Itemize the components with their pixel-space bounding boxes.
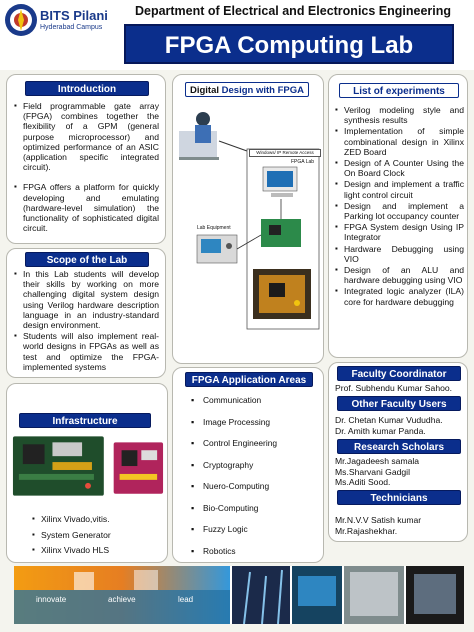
technicians-names	[335, 515, 421, 536]
department-title: Department of Electrical and Electronics Engineering	[134, 4, 452, 18]
list-item: ▪ Communication	[189, 390, 319, 412]
technicians-heading: Technicians	[337, 490, 461, 505]
person-name: Dr. Chetan Kumar Vududha.	[335, 415, 443, 425]
experiments-panel	[328, 74, 468, 358]
faculty-coordinator-names	[335, 383, 452, 394]
digital-design-heading	[185, 82, 309, 97]
list-item: ▪ Verilog modeling style and synthesis results	[334, 105, 464, 125]
poster-header	[0, 0, 474, 70]
list-item: ▪ Xilinx Vivado,vitis.	[31, 512, 161, 527]
bits-logo-icon	[4, 3, 38, 37]
logo-name: BITS Pilani	[40, 8, 108, 23]
footer-collage	[14, 566, 464, 624]
list-item: ▪ Cryptography	[189, 455, 319, 477]
other-faculty-names	[335, 415, 443, 436]
applications-heading: FPGA Application Areas	[185, 372, 313, 387]
footer-word-achieve: achieve	[108, 595, 136, 604]
list-item: ▪ Students will also implement real-world designs in FPGAs as well as test and optimize the FPGA-implemented systems	[13, 331, 159, 372]
list-item: ▪ In this Lab students will develop their skills by working on more challenging digital system design using Verilog hardware description language in an industry-standard design environment.	[13, 269, 159, 330]
fpga-lab-label: FPGA Lab	[291, 159, 315, 165]
person-name: Dr. Amith kumar Panda.	[335, 425, 426, 436]
list-item: ▪ Fuzzy Logic	[189, 519, 319, 541]
person-name: Mr.Jagadeesh samala	[335, 456, 420, 466]
scope-panel	[6, 248, 166, 378]
list-item: ▪ Design and implement a traffic light control circuit	[334, 179, 464, 199]
list-item: ▪ Robotics	[189, 541, 319, 563]
experiments-list	[334, 105, 464, 308]
list-item: ▪ Field programmable gate array (FPGA) combines together the flexibility of a GPM (general purpose microprocessor) and optimized performance of an ASIC (application specific integrated circuit).	[13, 101, 159, 172]
remote-access-label: Windows/ IP Remote Access	[249, 149, 321, 157]
person-name: Ms.Aditi Sood.	[335, 477, 391, 487]
list-item: ▪ Design of an ALU and hardware debugging using VIO	[334, 265, 464, 285]
infrastructure-panel	[6, 383, 168, 563]
list-item: ▪ Design of A Counter Using the On Board Clock	[334, 158, 464, 178]
list-item: ▪ Xilinx Vivado HLS	[31, 543, 161, 558]
person-name: Mr.Rajashekhar.	[335, 525, 398, 536]
person-name: Prof. Subhendu Kumar Sahoo.	[335, 383, 453, 393]
faculty-coordinator-heading: Faculty Coordinator	[337, 366, 461, 381]
research-scholars-names	[335, 456, 419, 488]
list-item: ▪ Implementation of simple combinational design in Xilinx ZED Board	[334, 126, 464, 157]
digital-design-heading-rest: Design with FPGA	[219, 85, 304, 96]
lab-equipment-label: Lab Equipment	[197, 225, 231, 231]
person-name: Ms.Sharvani Gadgil	[335, 466, 410, 477]
experiments-heading: List of experiments	[339, 83, 459, 98]
fpga-lab-setup-diagram	[173, 101, 323, 361]
footer-word-innovate: innovate	[36, 595, 67, 604]
lab-title: FPGA Computing Lab	[124, 24, 454, 64]
list-item: ▪ Image Processing	[189, 412, 319, 434]
list-item: ▪ FPGA System design Using IP Integrator	[334, 222, 464, 242]
applications-list	[189, 390, 319, 584]
list-item: ▪ Design and implement a Parking lot occupancy counter	[334, 201, 464, 221]
list-item: ▪ Nuero-Computing	[189, 476, 319, 498]
logo-campus: Hyderabad Campus	[40, 24, 103, 31]
logo-text	[40, 8, 108, 31]
applications-panel	[172, 367, 324, 563]
introduction-heading: Introduction	[25, 81, 149, 96]
person-name: Mr.N.V.V Satish kumar	[335, 515, 422, 525]
list-item: ▪ Hardware Debugging using VIO	[334, 244, 464, 264]
footer-word-lead: lead	[178, 595, 194, 604]
infrastructure-list	[31, 512, 161, 559]
scope-list	[13, 269, 159, 373]
list-item: ▪ Bio-Computing	[189, 498, 319, 520]
footer-banner	[14, 566, 464, 624]
list-item: ▪ FPGA offers a platform for quickly developing and emulating (hardware-level simulation) the functionality of sophisticated digital circuit.	[13, 182, 159, 233]
list-item: ▪ Integrated logic analyzer (ILA) core for hardware debugging	[334, 286, 464, 306]
list-item: ▪ Control Engineering	[189, 433, 319, 455]
fpga-boards-photo	[9, 428, 167, 510]
digital-design-panel	[172, 74, 324, 364]
list-item: ▪ System Generator	[31, 528, 161, 543]
people-panel	[328, 362, 468, 542]
scope-heading: Scope of the Lab	[25, 252, 149, 267]
introduction-list	[13, 101, 159, 234]
research-scholars-heading: Research Scholars	[337, 439, 461, 454]
infrastructure-heading: Infrastructure	[19, 413, 151, 428]
digital-design-heading-bold: Digital	[189, 85, 220, 96]
introduction-panel	[6, 74, 166, 244]
other-faculty-heading: Other Faculty Users	[337, 396, 461, 411]
